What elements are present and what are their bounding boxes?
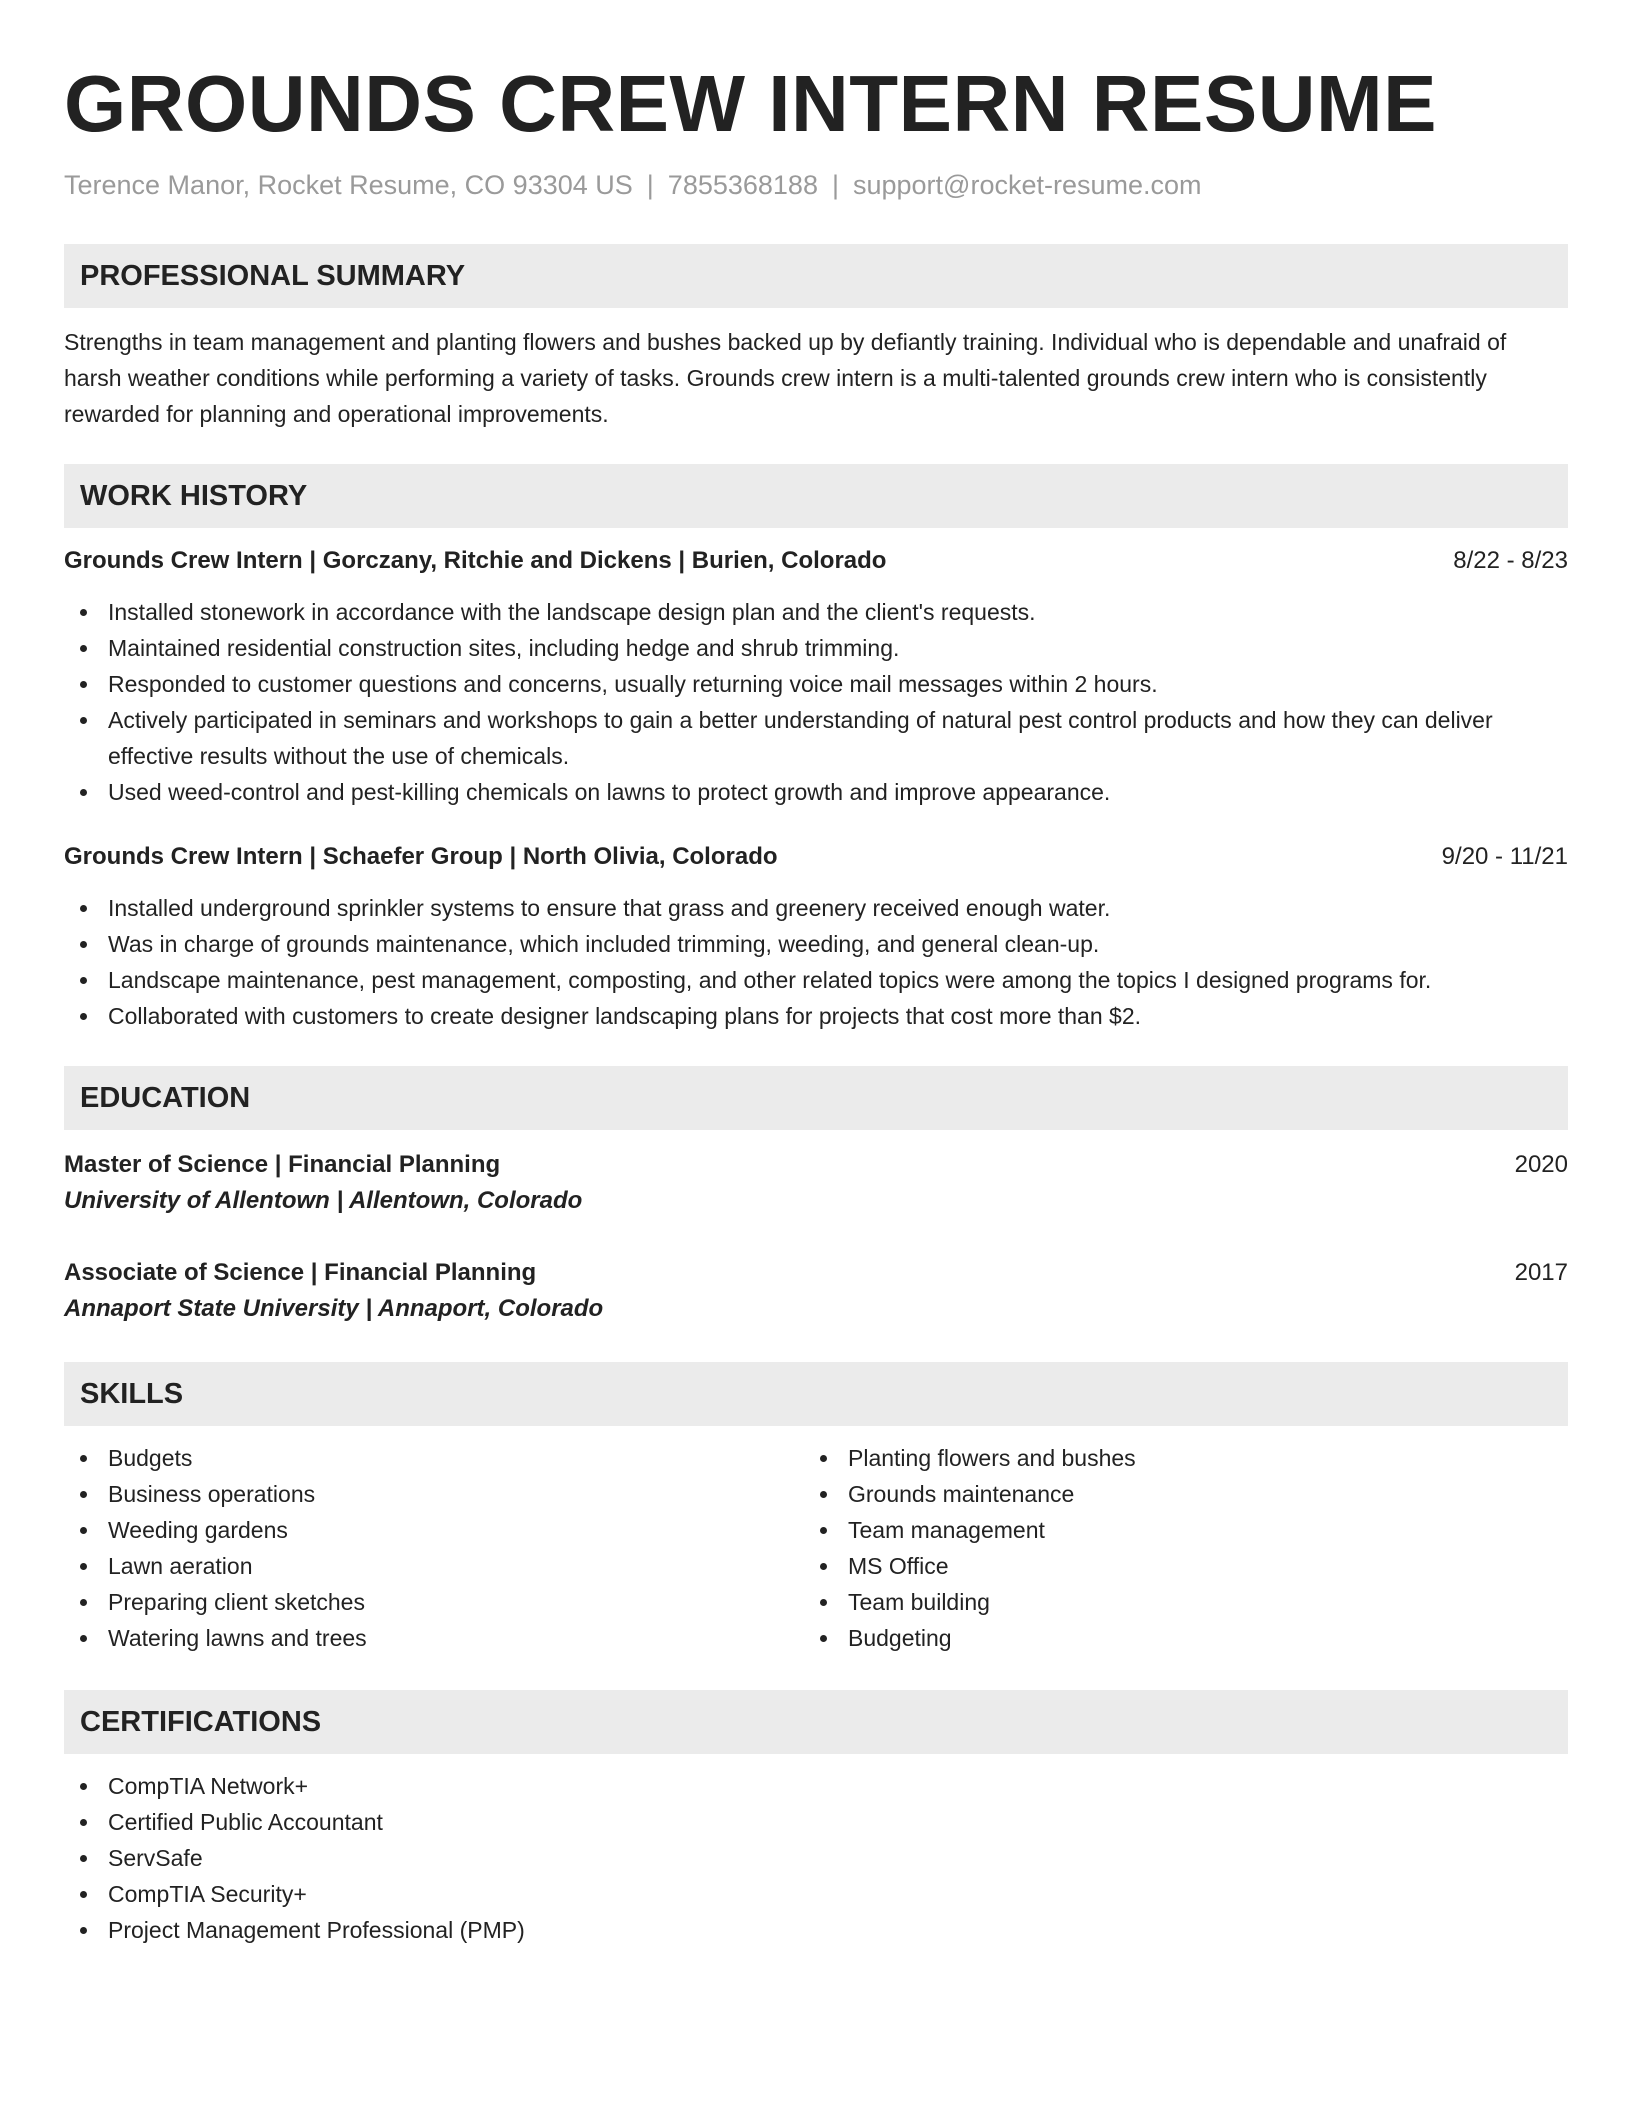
job-bullets	[64, 890, 1568, 1034]
job-header	[64, 544, 1568, 578]
skills-column-left	[64, 1440, 804, 1656]
job-bullet: Used weed-control and pest-killing chemicals on lawns to protect growth and improve appearance.	[64, 774, 1568, 810]
contact-separator: |	[831, 170, 839, 200]
certifications-section	[64, 1690, 1568, 1948]
contact-address: Terence Manor, Rocket Resume, CO 93304 US	[64, 170, 633, 200]
job-bullet: Landscape maintenance, pest management, composting, and other related topics were among the topics I designed programs for.	[64, 962, 1568, 998]
certification-item: ServSafe	[64, 1840, 1568, 1876]
job-bullet: Maintained residential construction sites, including hedge and shrub trimming.	[64, 630, 1568, 666]
job-dates: 9/20 - 11/21	[1441, 843, 1568, 870]
summary-heading: PROFESSIONAL SUMMARY	[64, 244, 1568, 308]
job-bullets	[64, 594, 1568, 810]
skill-item: Business operations	[64, 1476, 804, 1512]
resume-title: GROUNDS CREW INTERN RESUME	[64, 59, 1438, 148]
contact-separator: |	[646, 170, 654, 200]
job-bullet: Actively participated in seminars and workshops to gain a better understanding of natural pest control products and how they can deliver effective results without the use of chemicals.	[64, 702, 1568, 774]
education-entry	[64, 1148, 1568, 1220]
education-heading: EDUCATION	[64, 1066, 1568, 1130]
education-entry	[64, 1256, 1568, 1328]
skill-item: Grounds maintenance	[804, 1476, 1544, 1512]
skill-item: Preparing client sketches	[64, 1584, 804, 1620]
job-title: Grounds Crew Intern | Schaefer Group | North Olivia, Colorado	[64, 843, 778, 870]
summary-text: Strengths in team management and planting flowers and bushes backed up by defiantly training. Individual who is dependable and unafraid of harsh weather conditions while performing a variety of tasks. Grounds crew intern is a multi-talented grounds crew intern who is consistently rewarded for planning and operational improvements.	[64, 329, 1507, 427]
certification-item: CompTIA Network+	[64, 1768, 1568, 1804]
education-year: 2020	[1514, 1151, 1568, 1178]
skill-item: Lawn aeration	[64, 1548, 804, 1584]
skills-column-right	[804, 1440, 1544, 1656]
skills-section	[64, 1362, 1568, 1656]
job-dates: 8/22 - 8/23	[1453, 547, 1568, 574]
skill-item: Weeding gardens	[64, 1512, 804, 1548]
contact-phone: 7855368188	[667, 170, 818, 200]
skill-item: MS Office	[804, 1548, 1544, 1584]
education-header	[64, 1148, 1568, 1182]
skill-item: Team building	[804, 1584, 1544, 1620]
work-history-section	[64, 464, 1568, 1034]
job-bullet: Was in charge of grounds maintenance, which included trimming, weeding, and general clean-up.	[64, 926, 1568, 962]
job-title: Grounds Crew Intern | Gorczany, Ritchie and Dickens | Burien, Colorado	[64, 547, 887, 574]
skill-item: Budgets	[64, 1440, 804, 1476]
summary-section	[64, 244, 1568, 432]
certifications-list	[64, 1768, 1568, 1948]
job-bullet: Responded to customer questions and concerns, usually returning voice mail messages within 2 hours.	[64, 666, 1568, 702]
contact-line	[64, 168, 1568, 202]
skills-heading: SKILLS	[64, 1362, 1568, 1426]
skill-item: Planting flowers and bushes	[804, 1440, 1544, 1476]
job-bullet: Collaborated with customers to create designer landscaping plans for projects that cost more than $2.	[64, 998, 1568, 1034]
certification-item: Certified Public Accountant	[64, 1804, 1568, 1840]
job-entry	[64, 544, 1568, 810]
education-degree: Master of Science | Financial Planning	[64, 1151, 501, 1178]
work-history-heading: WORK HISTORY	[64, 464, 1568, 528]
education-header	[64, 1256, 1568, 1290]
skill-item: Budgeting	[804, 1620, 1544, 1656]
education-school: University of Allentown | Allentown, Colorado	[64, 1187, 583, 1214]
education-school: Annaport State University | Annaport, Colorado	[64, 1295, 604, 1322]
job-bullet: Installed stonework in accordance with the landscape design plan and the client's requests.	[64, 594, 1568, 630]
job-header	[64, 840, 1568, 874]
skill-item: Team management	[804, 1512, 1544, 1548]
contact-email: support@rocket-resume.com	[852, 170, 1202, 200]
certification-item: Project Management Professional (PMP)	[64, 1912, 1568, 1948]
education-degree: Associate of Science | Financial Planning	[64, 1259, 537, 1286]
certifications-heading: CERTIFICATIONS	[64, 1690, 1568, 1754]
job-entry	[64, 840, 1568, 1034]
certification-item: CompTIA Security+	[64, 1876, 1568, 1912]
skill-item: Watering lawns and trees	[64, 1620, 804, 1656]
job-bullet: Installed underground sprinkler systems to ensure that grass and greenery received enough water.	[64, 890, 1568, 926]
education-section	[64, 1066, 1568, 1328]
education-year: 2017	[1514, 1259, 1568, 1286]
skills-columns	[64, 1440, 1568, 1656]
